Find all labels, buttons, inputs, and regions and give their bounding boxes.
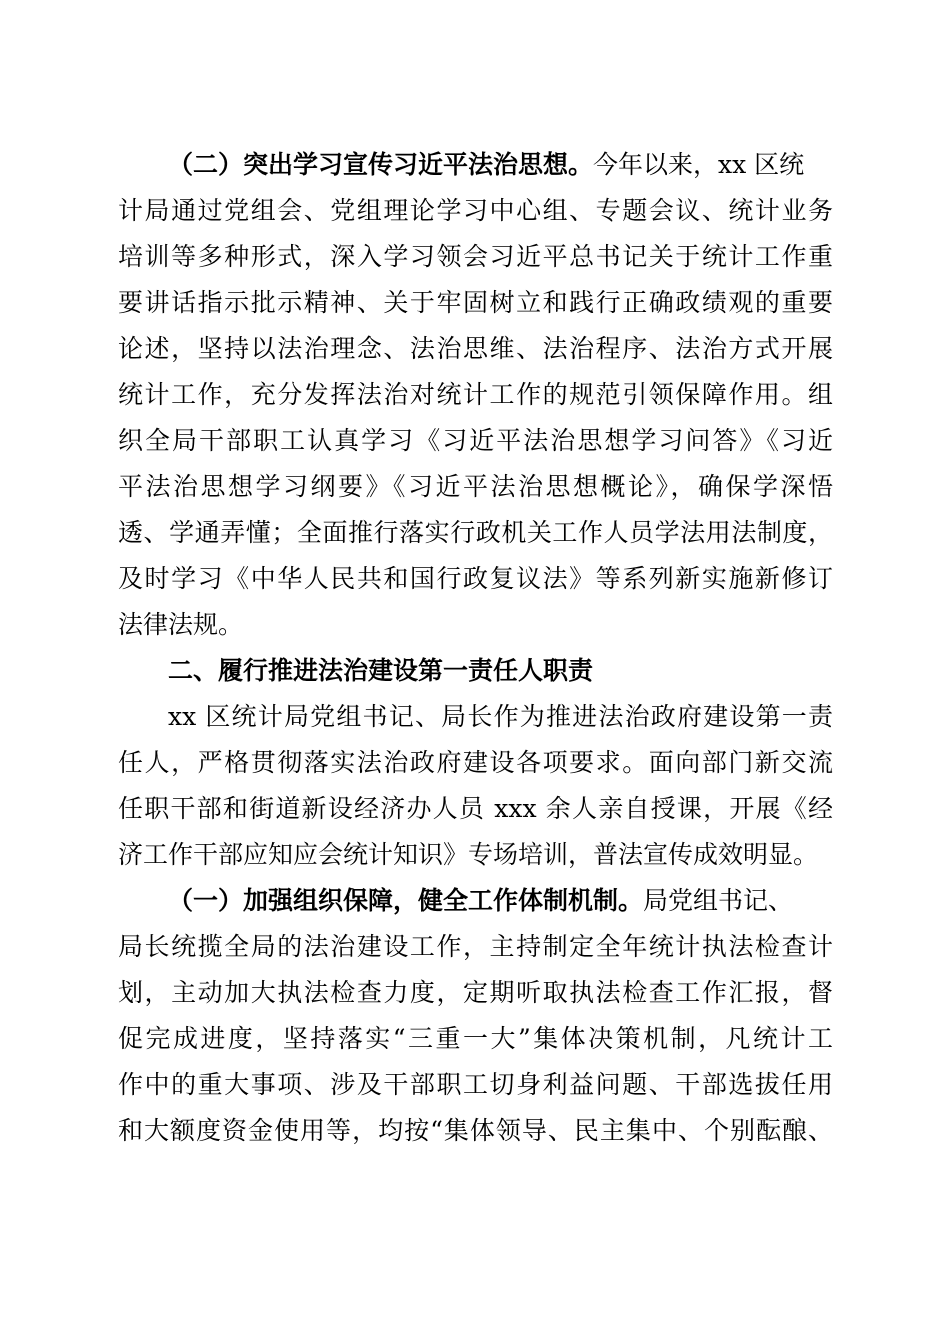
paragraph-line: 计局通过党组会、党组理论学习中心组、专题会议、统计业务 (118, 196, 833, 225)
paragraph-line: 织全局干部职工认真学习《习近平法治思想学习问答》《习近 (118, 426, 833, 455)
paragraph-line: 任人，严格贯彻落实法治政府建设各项要求。面向部门新交流 (118, 748, 833, 777)
paragraph-line: 及时学习《中华人民共和国行政复议法》等系列新实施新修订 (118, 564, 833, 593)
subsection-title: （一）加强组织保障，健全工作体制机制。 (168, 886, 644, 915)
paragraph-line: 作中的重大事项、涉及干部职工切身利益问题、干部选拔任用 (118, 1070, 833, 1099)
paragraph-line: 论述，坚持以法治理念、法治思维、法治程序、法治方式开展 (118, 334, 833, 363)
paragraph-line (168, 881, 833, 921)
paragraph-line: 局长统揽全局的法治建设工作，主持制定全年统计执法检查计 (118, 932, 833, 961)
paragraph-line: 平法治思想学习纲要》《习近平法治思想概论》，确保学深悟 (118, 472, 833, 501)
paragraph-line: 法律法规。 (118, 610, 244, 639)
paragraph-line: 任职干部和街道新设经济办人员 xxx 余人亲自授课，开展《经 (118, 794, 833, 823)
section-heading: 二、履行推进法治建设第一责任人职责 (168, 656, 594, 685)
paragraph-text: 局党组书记、 (643, 886, 794, 915)
paragraph-text: 今年以来，xx 区统 (593, 150, 805, 179)
paragraph-line: 要讲话指示批示精神、关于牢固树立和践行正确政绩观的重要 (118, 288, 833, 317)
paragraph-line: 透、学通弄懂；全面推行落实行政机关工作人员学法用法制度， (118, 518, 833, 547)
paragraph-line: 促完成进度，坚持落实“三重一大”集体决策机制，凡统计工 (118, 1024, 833, 1053)
paragraph-line: 统计工作，充分发挥法治对统计工作的规范引领保障作用。组 (118, 380, 833, 409)
subsection-title: （二）突出学习宣传习近平法治思想。 (168, 150, 594, 179)
paragraph-line (168, 145, 833, 185)
paragraph-line: 培训等多种形式，深入学习领会习近平总书记关于统计工作重 (118, 242, 833, 271)
paragraph-line: 划，主动加大执法检查力度，定期听取执法检查工作汇报，督 (118, 978, 833, 1007)
paragraph-line: 济工作干部应知应会统计知识》专场培训，普法宣传成效明显。 (118, 840, 819, 869)
paragraph-line: xx 区统计局党组书记、局长作为推进法治政府建设第一责 (168, 702, 833, 731)
paragraph-line: 和大额度资金使用等，均按“集体领导、民主集中、个别酝酿、 (118, 1116, 833, 1145)
